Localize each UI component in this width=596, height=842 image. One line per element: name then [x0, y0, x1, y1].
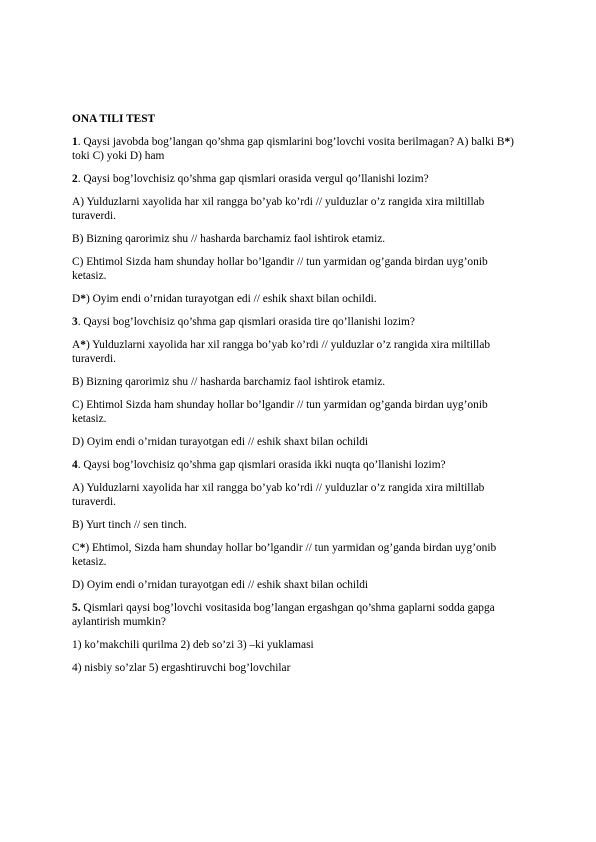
option-text: ) toki C) yoki D) ham — [72, 136, 514, 162]
option-c: C) Ehtimol Sizda ham shunday hollar bo’lgandir // tun yarmidan og’ganda birdan uyg’onib ketasiz. — [72, 399, 488, 425]
answer-line-2: 4) nisbiy so’zlar 5) ergashtiruvchi bog’lovchilar — [72, 662, 291, 674]
question-text: Qismlari qaysi bog’lovchi vositasida bog’langan ergashgan qo’shma gaplarni sodda gapga aylantirish mumkin? — [72, 602, 495, 628]
question-1 — [72, 135, 522, 163]
option-letter: D — [72, 293, 81, 305]
question-number: 4 — [72, 459, 78, 471]
option-a: A) Yulduzlarni xayolida har xil rangga bo’yab ko’rdi // yulduzlar o’z rangida xira miltillab turaverdi. — [72, 482, 485, 508]
answer-line-1: 1) ko’makchili qurilma 2) deb so’zi 3) –ki yuklamasi — [72, 639, 314, 651]
option-text: ) Oyim endi o’rnidan turayotgan edi // eshik shaxt bilan ochildi. — [85, 293, 377, 305]
question-text: . Qaysi javobda bog’langan qo’shma gap qismlarini bog’lovchi vosita berilmagan? A) balki — [77, 136, 494, 148]
option-c — [72, 541, 522, 569]
correct-answer-mark: * — [80, 293, 86, 305]
question-number: 3 — [72, 316, 78, 328]
option-b: B) Bizning qarorimiz shu // hasharda barchamiz faol ishtirok etamiz. — [72, 376, 386, 388]
option-letter: C — [72, 542, 80, 554]
question-number: 2 — [72, 173, 78, 185]
question-3 — [72, 315, 522, 329]
correct-answer-mark: * — [504, 136, 511, 148]
correct-answer-mark: * — [80, 339, 86, 351]
option-c: C) Ehtimol Sizda ham shunday hollar bo’lgandir // tun yarmidan og’ganda birdan uyg’onib ketasiz. — [72, 256, 488, 282]
option-b: B) Bizning qarorimiz shu // hasharda barchamiz faol ishtirok etamiz. — [72, 233, 386, 245]
correct-answer-mark: * — [79, 542, 86, 554]
question-number: 1 — [72, 136, 78, 148]
option-letter: A — [72, 339, 81, 351]
question-4 — [72, 458, 522, 472]
option-d: D) Oyim endi o’rnidan turayotgan edi // eshik shaxt bilan ochildi — [72, 579, 369, 591]
option-d — [72, 292, 522, 306]
option-text: ) Yulduzlarni xayolida har xil rangga bo’yab ko’rdi // yulduzlar o’z rangida xira miltillab turaverdi. — [72, 339, 491, 365]
option-a: A) Yulduzlarni xayolida har xil rangga bo’yab ko’rdi // yulduzlar o’z rangida xira miltillab turaverdi. — [72, 196, 485, 222]
question-text: . Qaysi bog’lovchisiz qo’shma gap qismlari orasida tire qo’llanishi lozim? — [77, 316, 415, 328]
test-title: ONA TILI TEST — [72, 113, 156, 125]
question-text: . Qaysi bog’lovchisiz qo’shma gap qismlari orasida vergul qo’llanishi lozim? — [77, 173, 429, 185]
option-letter: B — [496, 136, 505, 148]
option-b: B) Yurt tinch // sen tinch. — [72, 519, 187, 531]
option-d: D) Oyim endi o’rnidan turayotgan edi // eshik shaxt bilan ochildi — [72, 436, 369, 448]
option-a — [72, 338, 522, 366]
question-text: . Qaysi bog’lovchisiz qo’shma gap qismlari orasida ikki nuqta qo’llanishi lozim? — [77, 459, 446, 471]
question-number: 5. — [72, 602, 81, 614]
document-page — [72, 112, 522, 684]
question-5 — [72, 601, 522, 629]
question-2 — [72, 172, 522, 186]
option-text: ) Ehtimol, Sizda ham shunday hollar bo’lgandir // tun yarmidan og’ganda birdan uyg’onib ketasiz. — [72, 542, 497, 568]
